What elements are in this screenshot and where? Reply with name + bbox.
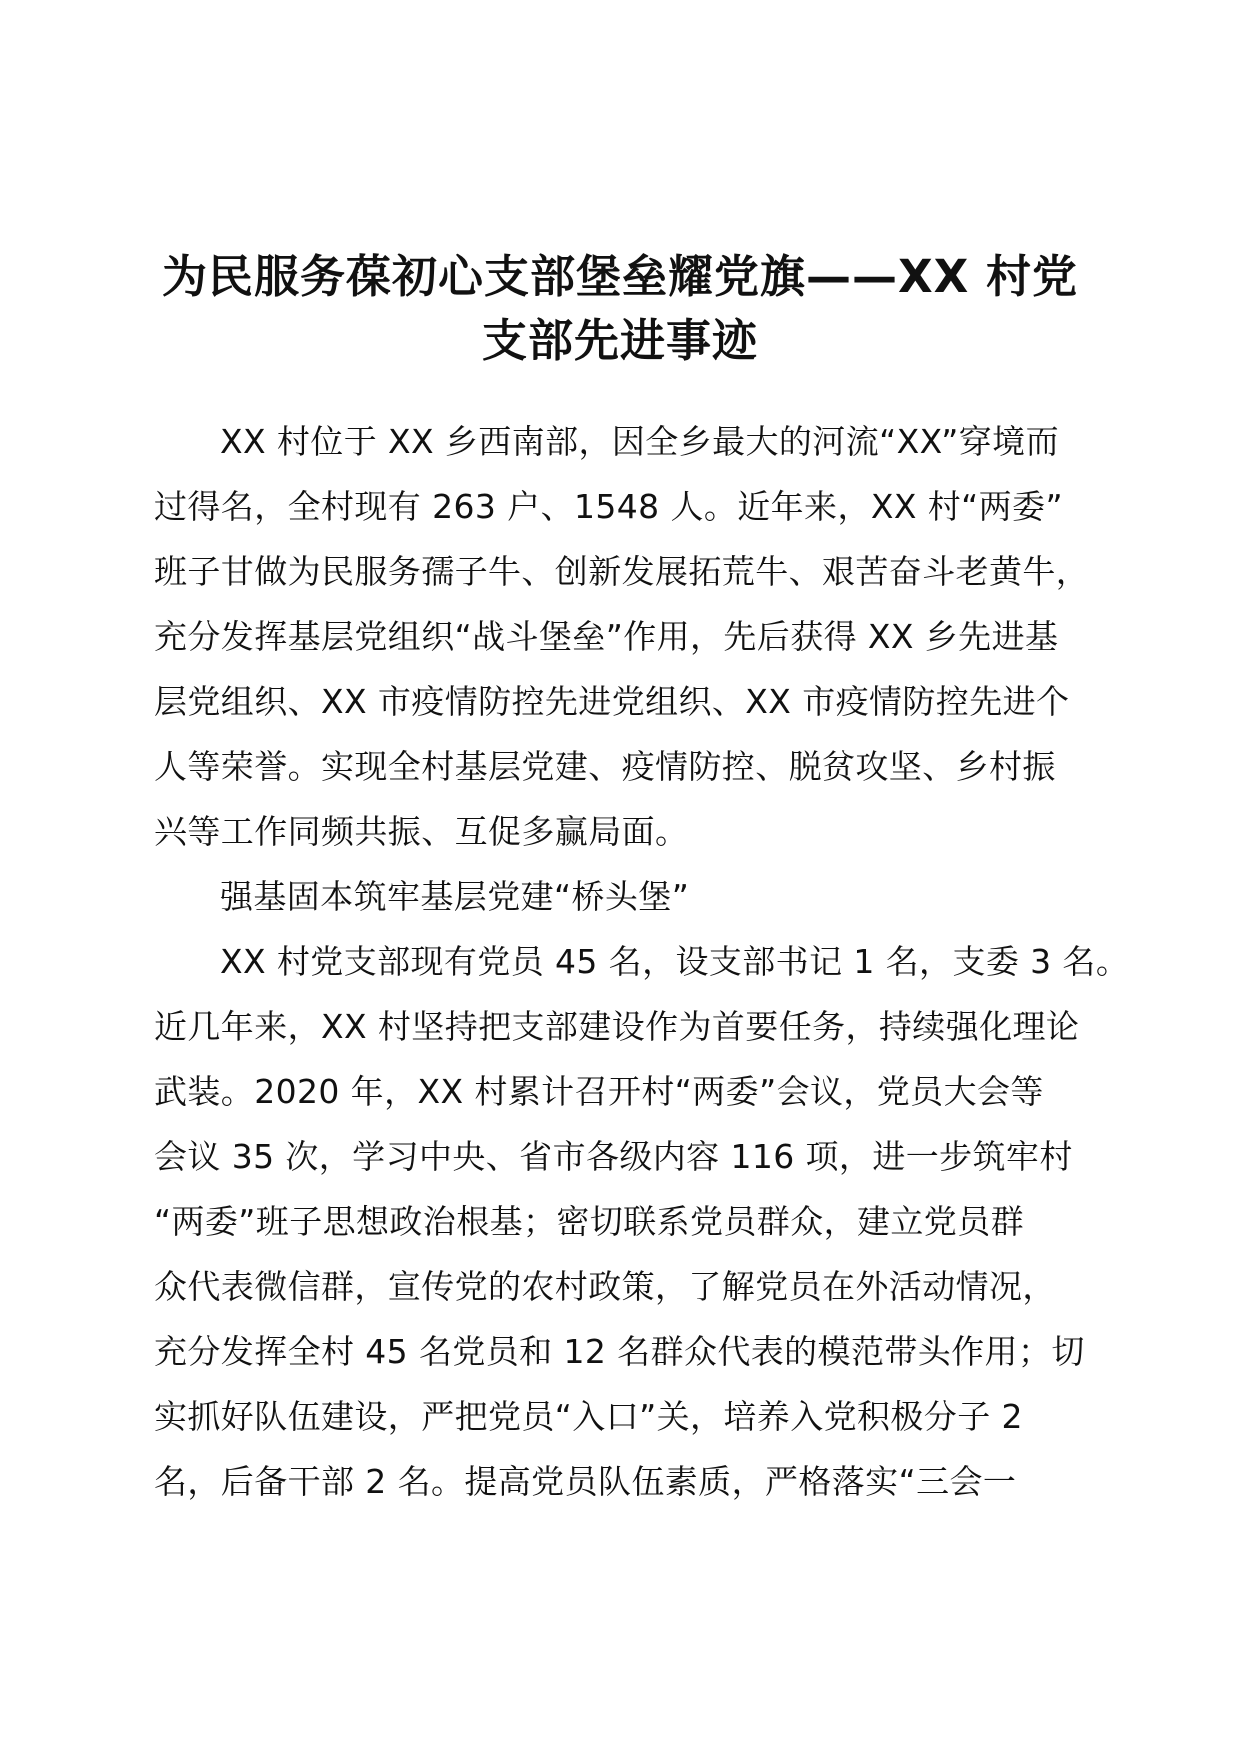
text-line: 近几年来，XX 村坚持把支部建设作为首要任务，持续强化理论 (154, 1007, 1080, 1046)
text-line: 会议 35 次，学习中央、省市各级内容 116 项，进一步筑牢村 (154, 1137, 1073, 1176)
text-line: 武装。2020 年，XX 村累计召开村“两委”会议，党员大会等 (154, 1072, 1044, 1111)
text-line: 过得名，全村现有 263 户、1548 人。近年来，XX 村“两委” (154, 487, 1063, 526)
text-line: XX 村位于 XX 乡西南部，因全乡最大的河流“XX”穿境而 (220, 422, 1059, 461)
text-line: 充分发挥全村 45 名党员和 12 名群众代表的模范带头作用；切 (154, 1332, 1085, 1371)
text-line: 众代表微信群，宣传党的农村政策，了解党员在外活动情况， (154, 1267, 1056, 1306)
title-line: 支部先进事迹 (481, 314, 758, 367)
document-body (154, 409, 1130, 1514)
text-line: “两委”班子思想政治根基；密切联系党员群众，建立党员群 (154, 1202, 1024, 1241)
paragraph-1 (154, 409, 1094, 864)
text-line: 人等荣誉。实现全村基层党建、疫情防控、脱贫攻坚、乡村振 (154, 747, 1056, 786)
text-line: 充分发挥基层党组织“战斗堡垒”作用，先后获得 XX 乡先进基 (154, 617, 1059, 656)
text-line: 层党组织、XX 市疫情防控先进党组织、XX 市疫情防控先进个 (154, 682, 1070, 721)
section-heading-text: 强基固本筑牢基层党建“桥头堡” (220, 877, 690, 916)
section-heading (154, 864, 1094, 929)
text-line: XX 村党支部现有党员 45 名，设支部书记 1 名，支委 3 名。 (220, 942, 1130, 981)
text-line: 兴等工作同频共振、互促多赢局面。 (154, 812, 689, 851)
text-line: 实抓好队伍建设，严把党员“入口”关，培养入党积极分子 2 (154, 1397, 1023, 1436)
document-title (130, 245, 1110, 373)
text-line: 名，后备干部 2 名。提高党员队伍素质，严格落实“三会一 (154, 1462, 1017, 1501)
text-line: 班子甘做为民服务孺子牛、创新发展拓荒牛、艰苦奋斗老黄牛， (154, 552, 1090, 591)
paragraph-2 (154, 929, 1130, 1514)
title-line: 为民服务葆初心支部堡垒耀党旗——XX 村党 (161, 250, 1079, 303)
